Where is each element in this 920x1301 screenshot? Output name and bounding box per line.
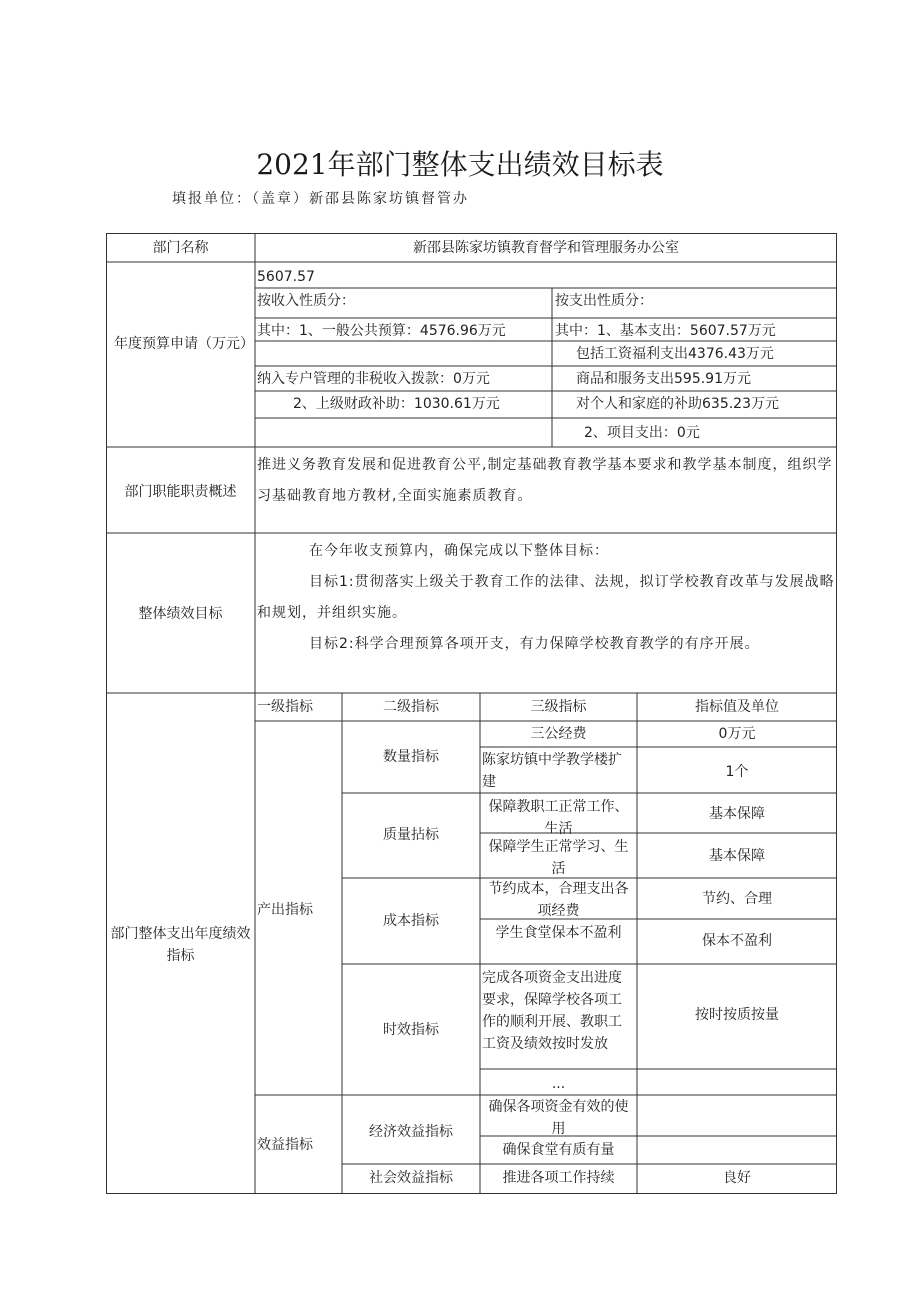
header-level-3: 三级指标 <box>530 699 587 715</box>
goal-target-2: 目标2:科学合理预算各项开支，有力保障学校教育教学的有序开展。 <box>309 636 760 652</box>
indicator-value-staff-support: 基本保障 <box>709 806 765 822</box>
indicator-value-cost-saving: 节约、合理 <box>702 891 772 907</box>
indicator-l3-timeliness: 完成各项资金支出进度要求，保障学校各项工作的顺利开展、教职工工资及绩效按时发放 <box>482 970 622 1052</box>
quality-indicator: 质量拈标 <box>383 827 439 843</box>
expense-household: 对个人和家庭的补助635.23万元 <box>576 396 779 412</box>
reporting-unit: 填报单位：（盖章）新邵县陈家坊镇督管办 <box>172 191 469 207</box>
duty-label: 部门职能职责概述 <box>124 484 237 500</box>
indicator-l3-cost-saving: 节约成本，合理支出各项经费 <box>488 881 629 919</box>
indicator-l3-staff-support: 保障教职工正常工作、生活 <box>488 799 629 837</box>
income-nontax: 纳入专户管理的非税收入拨款：0万元 <box>257 371 490 387</box>
performance-table <box>106 233 837 1194</box>
header-level-2: 二级指标 <box>383 699 439 715</box>
output-indicator: 产出指标 <box>257 902 313 918</box>
indicator-l3-canteen-quality: 确保食堂有质有量 <box>502 1142 615 1158</box>
income-subsidy: 2、上级财政补助：1030.61万元 <box>293 396 500 412</box>
dept-name-value: 新邵县陈家坊镇教育督学和管理服务办公室 <box>413 240 679 256</box>
expense-header: 按支出性质分： <box>555 293 653 309</box>
goal-label: 整体绩效目标 <box>138 606 223 622</box>
expense-goods-services: 商品和服务支出595.91万元 <box>576 371 751 387</box>
duty-text: 推进义务教育发展和促进教育公平,制定基础教育教学基本要求和教学基本制度，组织学习基础教育地方教材,全面实施素质教育。 <box>257 457 833 504</box>
indicators-label: 部门整体支出年度绩效指标 <box>110 926 251 964</box>
header-level-1: 一级指标 <box>257 699 313 715</box>
indicator-l3-continuous-work: 推进各项工作持续 <box>502 1170 615 1186</box>
indicator-l3-fund-usage: 确保各项资金有效的使用 <box>488 1099 629 1137</box>
indicator-value-continuous-work: 良好 <box>723 1170 751 1186</box>
indicator-value-public-expenses: 0万元 <box>718 726 756 742</box>
indicator-value-building-expansion: 1个 <box>725 764 749 780</box>
social-benefit-indicator: 社会效益指标 <box>369 1170 453 1186</box>
quantity-indicator: 数量指标 <box>383 749 439 765</box>
budget-label: 年度预算申请（万元） <box>114 336 254 352</box>
goal-intro: 在今年收支预算内，确保完成以下整体目标： <box>309 543 609 559</box>
header-value-unit: 指标值及单位 <box>695 699 779 715</box>
budget-total: 5607.57 <box>257 269 315 285</box>
goal-target-1: 目标1:贯彻落实上级关于教育工作的法律、法规，拟订学校教育改革与发展战略和规划，并组织实施。 <box>257 574 835 621</box>
indicator-l3-public-expenses: 三公经费 <box>530 726 587 742</box>
income-general-budget: 其中：1、一般公共预算：4576.96万元 <box>257 323 506 339</box>
indicator-l3-student-support: 保障学生正常学习、生活 <box>488 839 629 877</box>
expense-basic: 其中：1、基本支出：5607.57万元 <box>555 323 776 339</box>
indicator-l3-ellipsis: ... <box>551 1076 566 1092</box>
indicator-value-canteen: 保本不盈利 <box>702 933 772 949</box>
indicator-l3-canteen: 学生食堂保本不盈利 <box>495 925 622 941</box>
economic-benefit-indicator: 经济效益指标 <box>369 1124 453 1140</box>
indicator-value-timeliness: 按时按质按量 <box>695 1007 779 1023</box>
expense-project: 2、项目支出：0元 <box>584 425 700 441</box>
expense-salary: 包括工资福利支出4376.43万元 <box>576 346 774 362</box>
indicator-value-student-support: 基本保障 <box>709 848 765 864</box>
time-indicator: 时效指标 <box>383 1022 439 1038</box>
cost-indicator: 成本指标 <box>383 913 439 929</box>
income-header: 按收入性质分： <box>257 293 355 309</box>
page-title: 2021年部门整体支出绩效目标表 <box>256 148 664 181</box>
indicator-l3-building-expansion: 陈家坊镇中学教学楼扩建 <box>482 752 622 790</box>
benefit-indicator: 效益指标 <box>257 1137 313 1153</box>
dept-name-label: 部门名称 <box>152 240 209 256</box>
